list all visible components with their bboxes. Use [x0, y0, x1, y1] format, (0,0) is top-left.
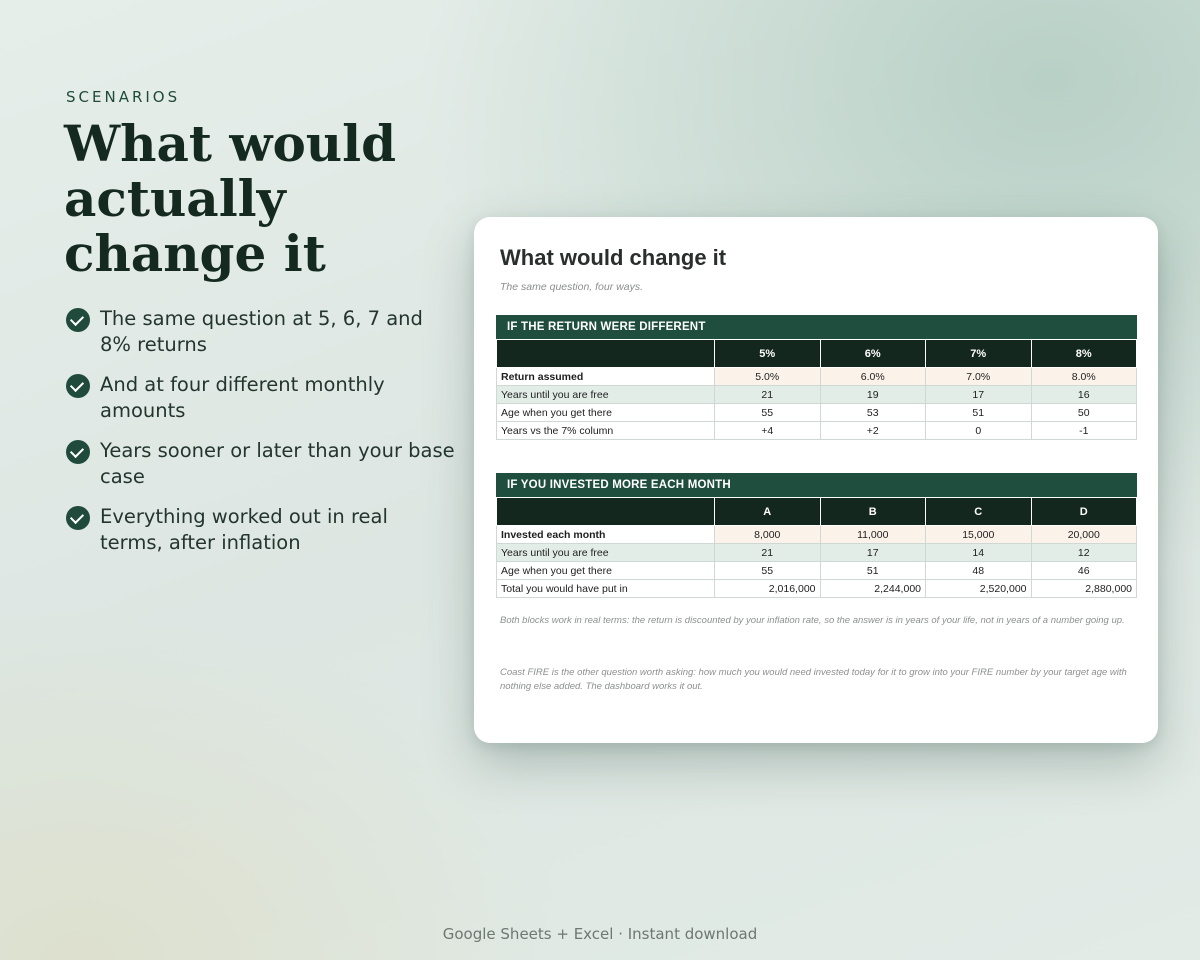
feature-item — [66, 372, 456, 424]
table-row — [497, 422, 1137, 440]
footnote-real-terms: Both blocks work in real terms: the return is discounted by your inflation rate, so the answer is in years of your life, not in years of a number going up. — [500, 615, 1125, 626]
table-cell: 48 — [926, 562, 1032, 580]
table-row — [497, 386, 1137, 404]
table-cell: 0 — [926, 422, 1032, 440]
column-header: D — [1031, 498, 1137, 526]
table-cell: 46 — [1031, 562, 1137, 580]
table-cell: 16 — [1031, 386, 1137, 404]
table-cell: 2,520,000 — [926, 580, 1032, 598]
table-cell: 8,000 — [715, 526, 821, 544]
column-header: C — [926, 498, 1032, 526]
row-label: Age when you get there — [497, 562, 715, 580]
check-circle-icon — [66, 440, 90, 464]
block-heading: IF YOU INVESTED MORE EACH MONTH — [496, 473, 1137, 497]
monthly-amount-block — [496, 473, 1137, 598]
feature-text: The same question at 5, 6, 7 and 8% returns — [100, 307, 423, 356]
table-cell: 6.0% — [820, 368, 926, 386]
row-label: Total you would have put in — [497, 580, 715, 598]
card-subtitle: The same question, four ways. — [500, 281, 643, 293]
row-label: Years vs the 7% column — [497, 422, 715, 440]
table-cell: 21 — [715, 544, 821, 562]
spreadsheet-preview-card — [474, 217, 1158, 743]
feature-text: Years sooner or later than your base case — [100, 439, 455, 488]
table-row — [497, 544, 1137, 562]
table-cell: 53 — [820, 404, 926, 422]
table-header-row — [497, 498, 1137, 526]
row-label: Return assumed — [497, 368, 715, 386]
table-cell: 21 — [715, 386, 821, 404]
row-label: Years until you are free — [497, 386, 715, 404]
table-cell: 7.0% — [926, 368, 1032, 386]
feature-list — [66, 306, 456, 570]
table-cell: 55 — [715, 562, 821, 580]
return-scenarios-table — [496, 339, 1137, 440]
table-cell: 19 — [820, 386, 926, 404]
table-row — [497, 404, 1137, 422]
table-cell: 51 — [926, 404, 1032, 422]
table-cell: 15,000 — [926, 526, 1032, 544]
column-header: A — [715, 498, 821, 526]
table-cell: 5.0% — [715, 368, 821, 386]
monthly-amount-table — [496, 497, 1137, 598]
row-label: Age when you get there — [497, 404, 715, 422]
column-header — [497, 498, 715, 526]
table-cell: -1 — [1031, 422, 1137, 440]
check-circle-icon — [66, 506, 90, 530]
table-cell: 2,880,000 — [1031, 580, 1137, 598]
feature-item — [66, 438, 456, 490]
table-row — [497, 368, 1137, 386]
footer-caption: Google Sheets + Excel · Instant download — [442, 925, 758, 943]
table-cell: 11,000 — [820, 526, 926, 544]
table-row — [497, 562, 1137, 580]
feature-item — [66, 306, 456, 358]
table-row — [497, 580, 1137, 598]
footnote-coast-fire: Coast FIRE is the other question worth asking: how much you would need invested today for it to grow into your FIRE number by your target age with nothing else added. The dashboard works it out. — [500, 667, 1127, 692]
column-header: 5% — [715, 340, 821, 368]
table-cell: +2 — [820, 422, 926, 440]
column-header: 8% — [1031, 340, 1137, 368]
column-header: 6% — [820, 340, 926, 368]
check-circle-icon — [66, 308, 90, 332]
block-heading: IF THE RETURN WERE DIFFERENT — [496, 315, 1137, 339]
table-cell: 17 — [926, 386, 1032, 404]
table-cell: 2,244,000 — [820, 580, 926, 598]
table-cell: 51 — [820, 562, 926, 580]
check-circle-icon — [66, 374, 90, 398]
table-cell: 14 — [926, 544, 1032, 562]
column-header — [497, 340, 715, 368]
feature-item — [66, 504, 456, 556]
card-title: What would change it — [500, 245, 727, 270]
feature-text: Everything worked out in real terms, after inflation — [100, 505, 388, 554]
row-label: Invested each month — [497, 526, 715, 544]
table-cell: 20,000 — [1031, 526, 1137, 544]
table-cell: 12 — [1031, 544, 1137, 562]
table-cell: 55 — [715, 404, 821, 422]
row-label: Years until you are free — [497, 544, 715, 562]
table-row — [497, 526, 1137, 544]
table-cell: 2,016,000 — [715, 580, 821, 598]
return-scenarios-block — [496, 315, 1137, 440]
feature-text: And at four different monthly amounts — [100, 373, 385, 422]
headline: What would actually change it — [64, 114, 397, 283]
table-cell: 8.0% — [1031, 368, 1137, 386]
column-header: B — [820, 498, 926, 526]
column-header: 7% — [926, 340, 1032, 368]
table-header-row — [497, 340, 1137, 368]
table-cell: 17 — [820, 544, 926, 562]
table-cell: 50 — [1031, 404, 1137, 422]
table-cell: +4 — [715, 422, 821, 440]
eyebrow-label: SCENARIOS — [66, 88, 181, 106]
